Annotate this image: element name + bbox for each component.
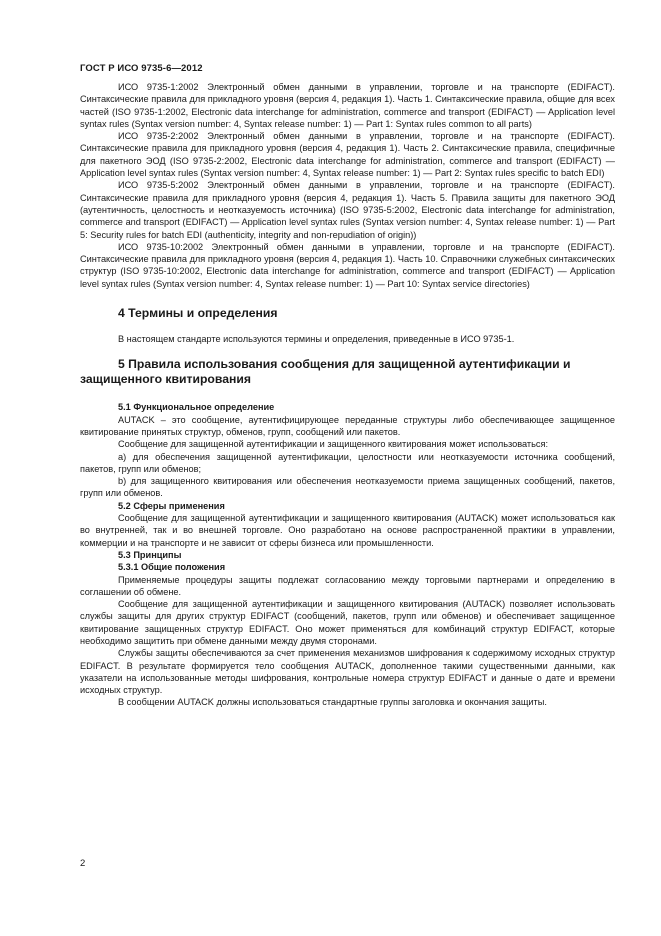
section-5-1-heading: 5.1 Функциональное определение [118, 402, 275, 413]
paragraph: AUTACK – это сообщение, аутентифицирующее переданные структуры либо обеспечивающее защищенное квитирование принятых структур, обменов, групп, сообщений или пакетов. [80, 414, 615, 437]
section-4-heading: 4 Термины и определения [118, 306, 278, 321]
section-4-text: В настоящем стандарте используются термины и определения, приведенные в ИСО 9735-1. [118, 334, 515, 345]
section-5-2-heading: 5.2 Сферы применения [118, 500, 225, 511]
paragraph: Сообщение для защищенной аутентификации и защищенного квитирования может использоваться: [118, 439, 549, 450]
document-header: ГОСТ Р ИСО 9735-6—2012 [80, 63, 203, 74]
paragraph: Сообщение для защищенной аутентификации и защищенного квитирования (AUTACK) позволяет использовать службы защиты для других структур EDIFACT (сообщений, пакетов, групп или обменов) и обеспечивает защищенное квитирование защищенных структур EDIFACT. Оно может применяться для комбинаций структур EDIFACT, которые необходимо защитить при обмене данными между двумя сторонами. [80, 599, 615, 646]
paragraph: В сообщении AUTACK должны использоваться стандартные группы заголовка и окончания защиты. [118, 697, 547, 708]
page-body [80, 81, 615, 709]
list-item-b: b) для защищенного квитирования или обеспечения неотказуемости приема защищенных сообщений, пакетов, групп или обменов. [80, 476, 615, 499]
section-5-heading: 5 Правила использования сообщения для защищенной аутентификации и защищенного квитирования [80, 357, 571, 387]
paragraph: Службы защиты обеспечиваются за счет применения механизмов шифрования к содержимому исходных структур EDIFACT. В результате формируется тело сообщения AUTACK, дополненное такими существенными данными, как указатели на использованные методы шифрования, контрольные номера структур EDIFACT и данные о дате и времени исходных структур. [80, 648, 615, 696]
paragraph: Сообщение для защищенной аутентификации и защищенного квитирования (AUTACK) может использоваться как во внутренней, так и во внешней торговле. Оно разработано на основе распространенной практики в управлении, коммерции и на транспорте и не зависит от сферы бизнеса или промышленности. [80, 513, 615, 548]
section-5-3-1-heading: 5.3.1 Общие положения [118, 562, 226, 573]
reference-entry: ИСО 9735-10:2002 Электронный обмен данными в управлении, торговле и на транспорте (EDIFACT). Синтаксические правила для прикладного уровня (версия 4, редакция 1). Часть 10. Справочники служебных синтаксических структур (ISO 9735-10:2002, Electronic data interchange for administration, commerce and transport (EDIFACT) — Application level syntax rules (Syntax version number: 4, Syntax release number: 1) — Part 10: Syntax service directories) [80, 241, 615, 289]
reference-entry: ИСО 9735-1:2002 Электронный обмен данными в управлении, торговле и на транспорте (EDIFACT). Синтаксические правила для прикладного уровня (версия 4, редакция 1). Часть 1. Синтаксические правила, общие для всех частей (ISO 9735-1:2002, Electronic data interchange for administration, commerce and transport (EDIFACT) — Application level syntax rules (Syntax version number: 4, Syntax release number: 1) — Part 1: Syntax rules common to all parts) [80, 82, 615, 129]
reference-entry: ИСО 9735-2:2002 Электронный обмен данными в управлении, торговле и на транспорте (EDIFACT). Синтаксические правила для прикладного уровня (версия 4, редакция 1). Часть 2. Синтаксические правила, специфичные для пакетного ЭОД (ISO 9735-2:2002, Electronic data interchange for administration, commerce and transport (EDIFACT) — Application level syntax rules (Syntax version number: 4, Syntax release number: 1) — Part 2: Syntax rules specific to batch EDI) [80, 131, 615, 179]
section-5-3-heading: 5.3 Принципы [118, 549, 182, 560]
page-number: 2 [80, 858, 86, 869]
list-item-a: а) для обеспечения защищенной аутентификации, целостности или неотказуемости источника сообщений, пакетов, групп или обменов; [80, 451, 615, 474]
reference-entry: ИСО 9735-5:2002 Электронный обмен данными в управлении, торговле и на транспорте (EDIFACT). Синтаксические правила для прикладного уровня (версия 4, редакция 1). Часть 5. Правила защиты для пакетного ЭОД (аутентичность, целостность и неотказуемость источника) (ISO 9735-5:2002, Electronic data interchange for administration, commerce and transport (EDIFACT) — Application level syntax rules (Syntax version number: 4, Syntax release number: 1) — Part 5: Security rules for batch EDI (authenticity, integrity and non-repudiation of origin)) [80, 180, 615, 240]
paragraph: Применяемые процедуры защиты подлежат согласованию между торговыми партнерами и определению в соглашении об обмене. [80, 574, 615, 597]
